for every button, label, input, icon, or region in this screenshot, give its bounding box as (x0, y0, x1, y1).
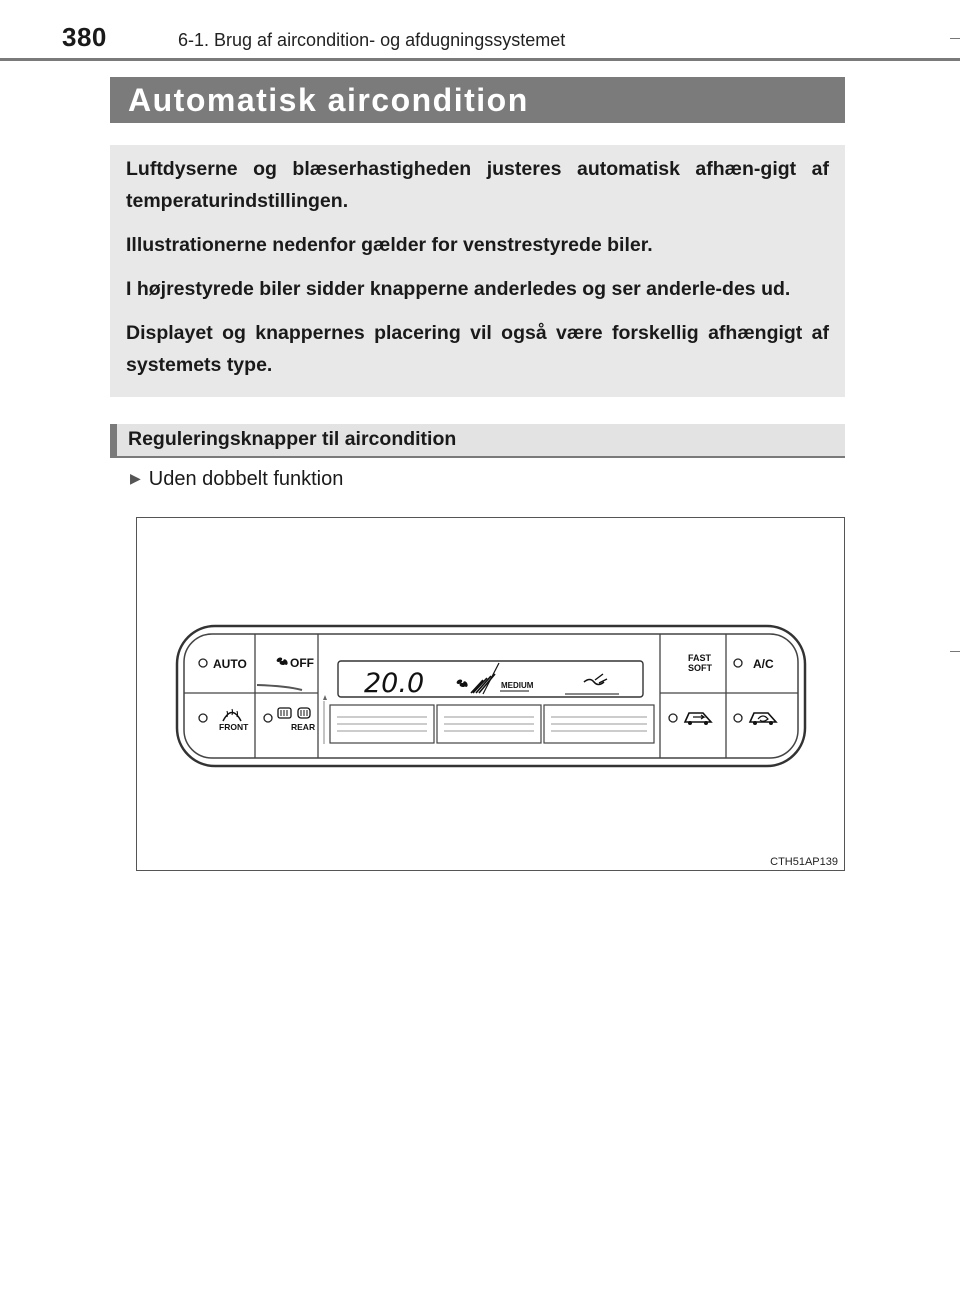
heading-accent (110, 424, 117, 456)
section-heading-label: Reguleringsknapper til aircondition (128, 428, 457, 450)
ac-panel-figure (136, 517, 845, 871)
section-heading (110, 424, 845, 458)
margin-tick (950, 38, 960, 39)
temperature-readout: 20.0 (364, 668, 425, 699)
bullet-item (130, 468, 343, 491)
header-rule (0, 58, 960, 61)
margin-tick (950, 651, 960, 652)
rear-defroster-label: REAR (291, 722, 316, 732)
ac-control-panel-illustration (137, 518, 846, 872)
fast-label: FAST (688, 653, 712, 663)
fast-soft-button[interactable] (688, 653, 713, 673)
auto-button-label: AUTO (213, 657, 247, 671)
bullet-label: Uden dobbelt funktion (148, 468, 344, 490)
fan-off-button-label: OFF (290, 656, 314, 670)
info-paragraph: Displayet og knappernes placering vil også være forskellig afhængigt af systemets type. (126, 322, 829, 376)
info-paragraph: Illustrationerne nedenfor gælder for venstrestyrede biler. (126, 234, 653, 256)
page-number: 380 (62, 22, 107, 52)
fan-mode-label: MEDIUM (501, 681, 534, 690)
info-paragraph: I højrestyrede biler sidder knapperne anderledes og ser anderle-des ud. (126, 278, 791, 300)
triangle-bullet-icon: ▶ (130, 470, 141, 486)
info-box (110, 145, 845, 397)
page-title: Automatisk aircondition (110, 77, 845, 123)
running-header: 6-1. Brug af aircondition- og afdugningssystemet (178, 30, 566, 50)
figure-code: CTH51AP139 (770, 856, 838, 868)
front-defroster-label: FRONT (219, 722, 249, 732)
ac-button-label: A/C (753, 657, 774, 671)
info-paragraph: Luftdyserne og blæserhastigheden justeres automatisk afhæn-gigt af temperaturindstillingen. (126, 158, 829, 212)
soft-label: SOFT (688, 663, 712, 673)
